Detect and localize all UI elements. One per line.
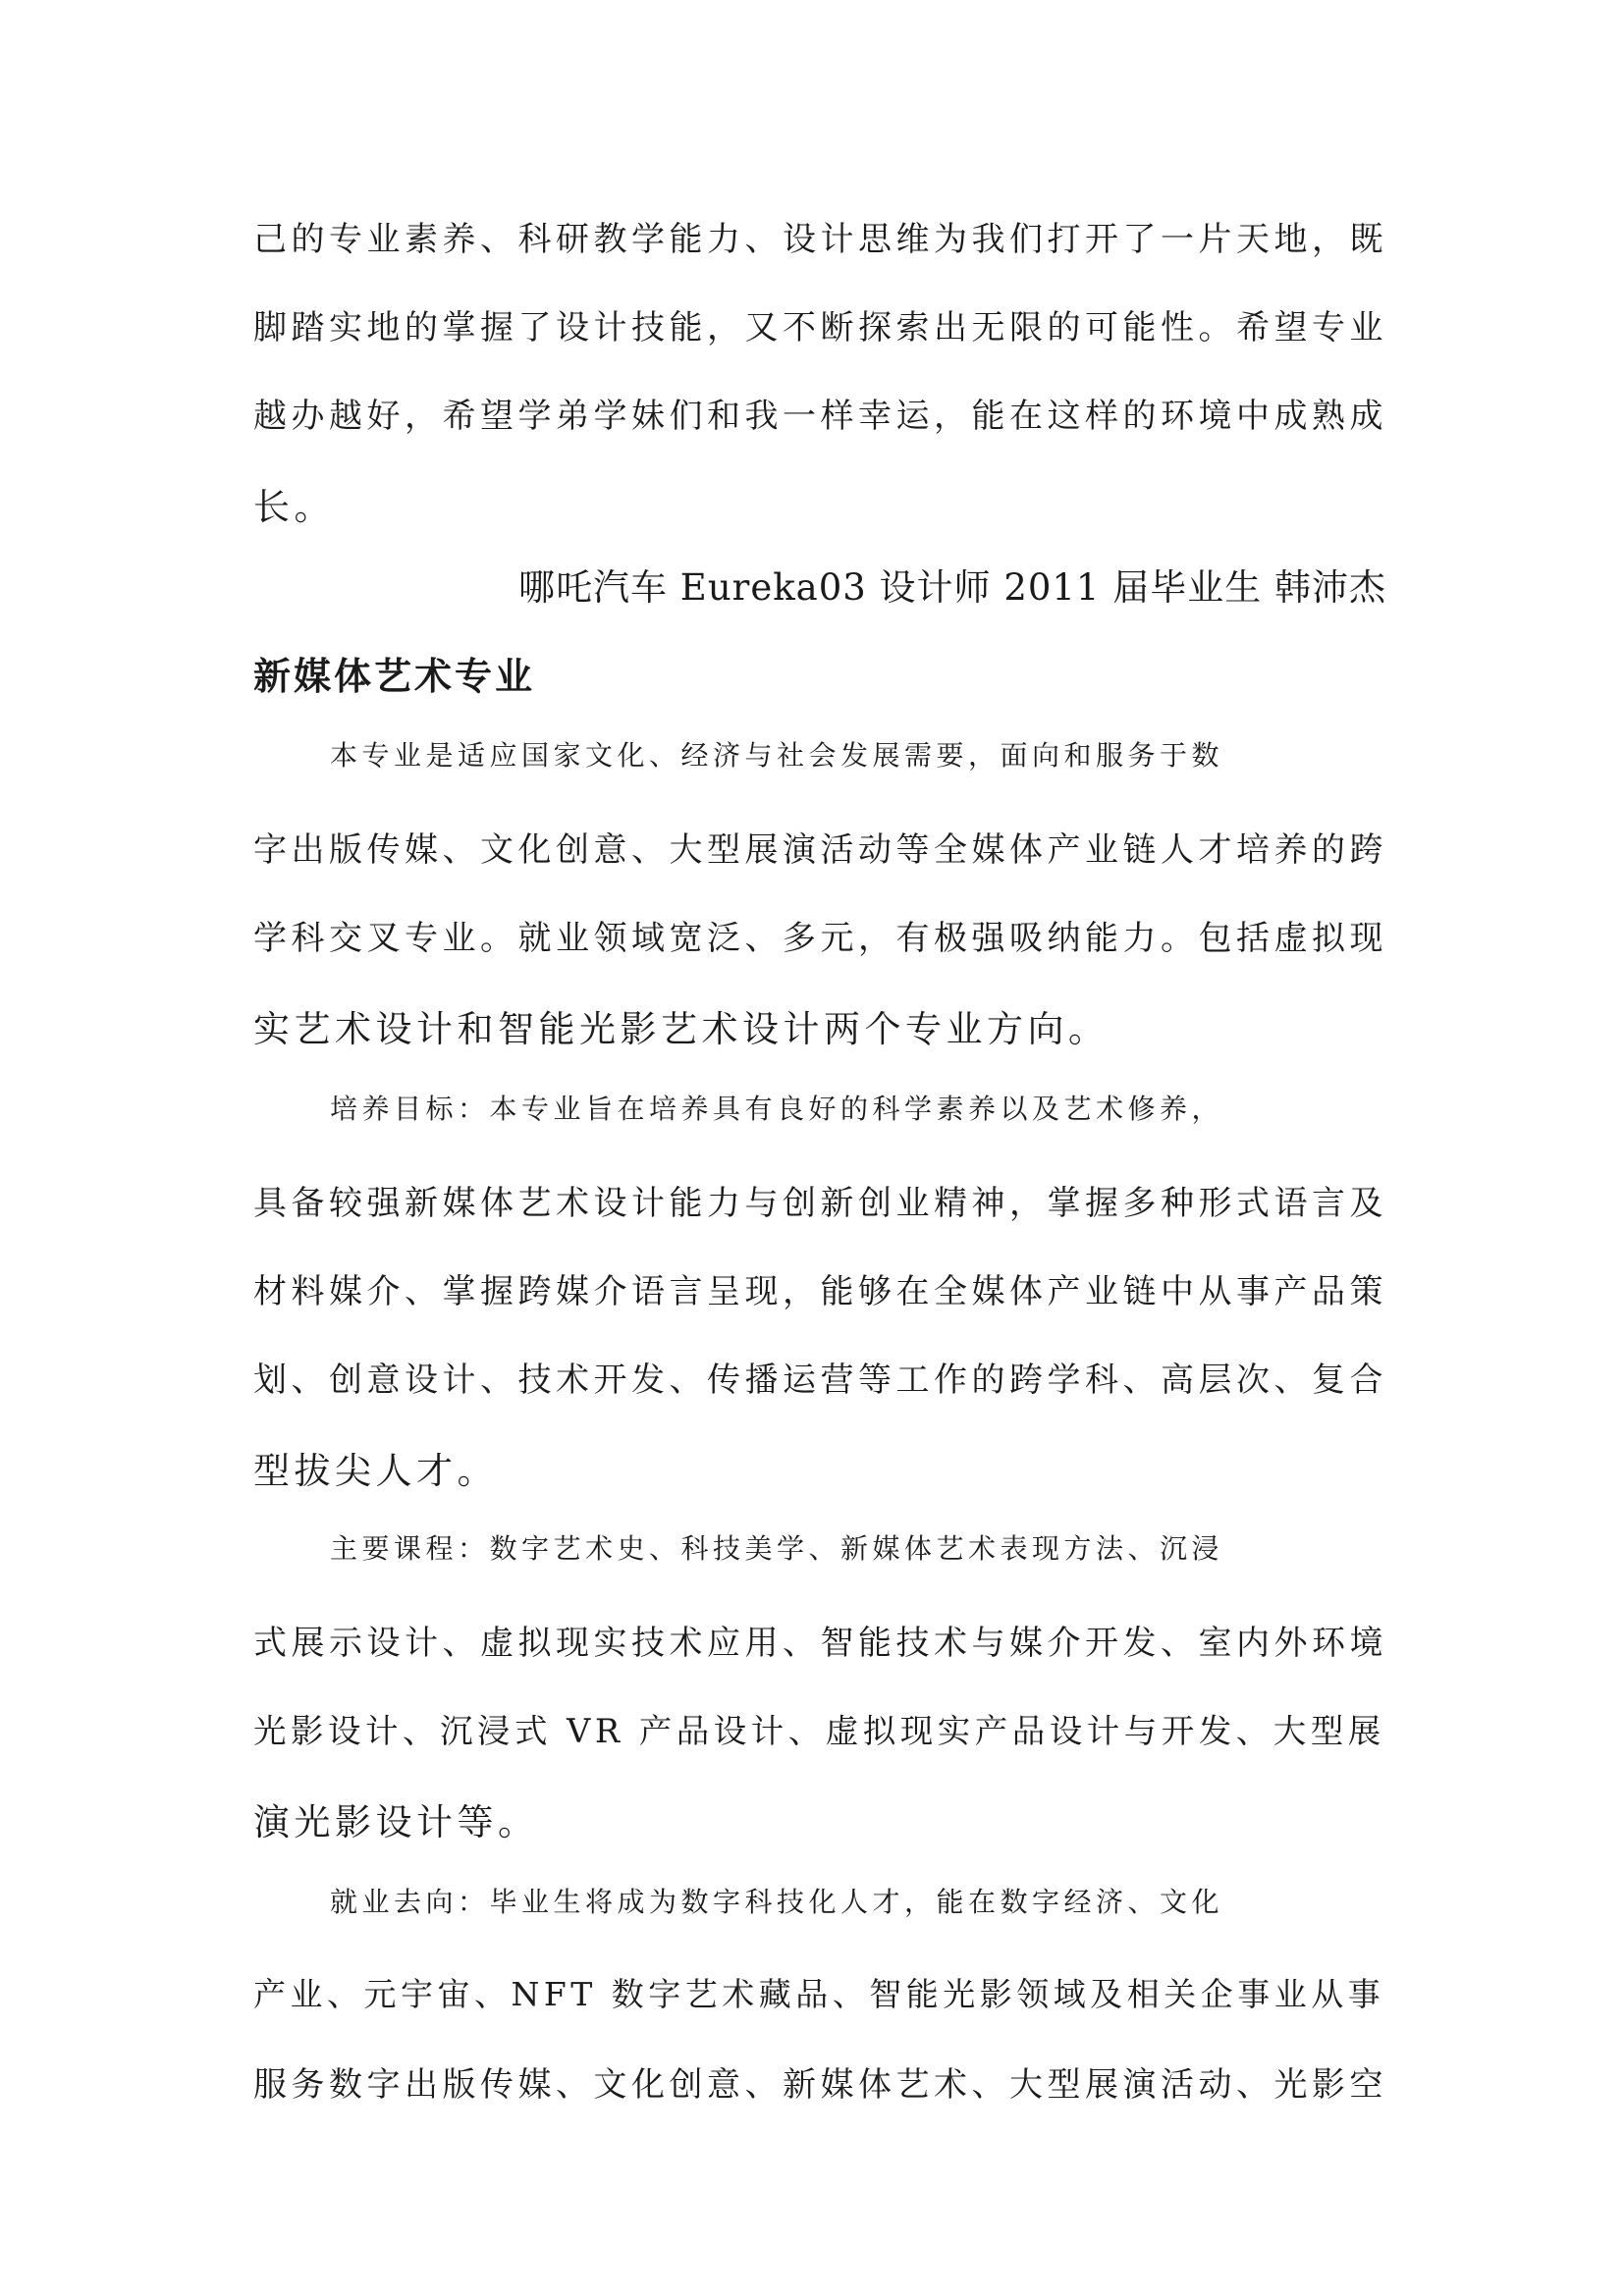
paragraph-line: 划、创意设计、技术开发、传播运营等工作的跨学科、高层次、复合	[253, 1361, 1387, 1400]
paragraph-line: 长。	[253, 486, 335, 528]
paragraph-line: 具备较强新媒体艺术设计能力与创新创业精神，掌握多种形式语言及	[253, 1184, 1387, 1223]
paragraph-line: 材料媒介、掌握跨媒介语言呈现，能够在全媒体产业链中从事产品策	[253, 1272, 1387, 1311]
paragraph-line: 型拔尖人才。	[253, 1450, 498, 1492]
paragraph-line: 主要课程：数字艺术史、科技美学、新媒体艺术表现方法、沉浸	[330, 1532, 1224, 1565]
paragraph-line: 式展示设计、虚拟现实技术应用、智能技术与媒介开发、室内外环境	[253, 1624, 1387, 1663]
section-heading: 新媒体艺术专业	[253, 655, 536, 698]
paragraph-line: 产业、元宇宙、NFT 数字艺术藏品、智能光影领域及相关企事业从事	[253, 1975, 1385, 2013]
signature-line: 哪吒汽车 Eureka03 设计师 2011 届毕业生 韩沛杰	[518, 566, 1386, 609]
paragraph-line: 服务数字出版传媒、文化创意、新媒体艺术、大型展演活动、光影空	[253, 2065, 1387, 2105]
paragraph-line: 脚踏实地的掌握了设计技能，又不断探索出无限的可能性。希望专业	[253, 308, 1387, 347]
paragraph-line: 实艺术设计和智能光影艺术设计两个专业方向。	[253, 1008, 1110, 1050]
paragraph-line: 字出版传媒、文化创意、大型展演活动等全媒体产业链人才培养的跨	[253, 830, 1387, 870]
paragraph-line: 本专业是适应国家文化、经济与社会发展需要，面向和服务于数	[330, 739, 1224, 772]
paragraph-line: 学科交叉专业。就业领域宽泛、多元，有极强吸纳能力。包括虚拟现	[253, 919, 1387, 958]
paragraph-line: 越办越好，希望学弟学妹们和我一样幸运，能在这样的环境中成熟成	[253, 397, 1387, 436]
paragraph-line: 光影设计、沉浸式 VR 产品设计、虚拟现实产品设计与开发、大型展	[253, 1712, 1385, 1750]
paragraph-line: 就业去向：毕业生将成为数字科技化人才，能在数字经济、文化	[330, 1886, 1224, 1918]
paragraph-line: 演光影设计等。	[253, 1801, 539, 1843]
paragraph-line: 己的专业素养、科研教学能力、设计思维为我们打开了一片天地，既	[253, 220, 1387, 259]
paragraph-line: 培养目标：本专业旨在培养具有良好的科学素养以及艺术修养，	[330, 1093, 1224, 1125]
